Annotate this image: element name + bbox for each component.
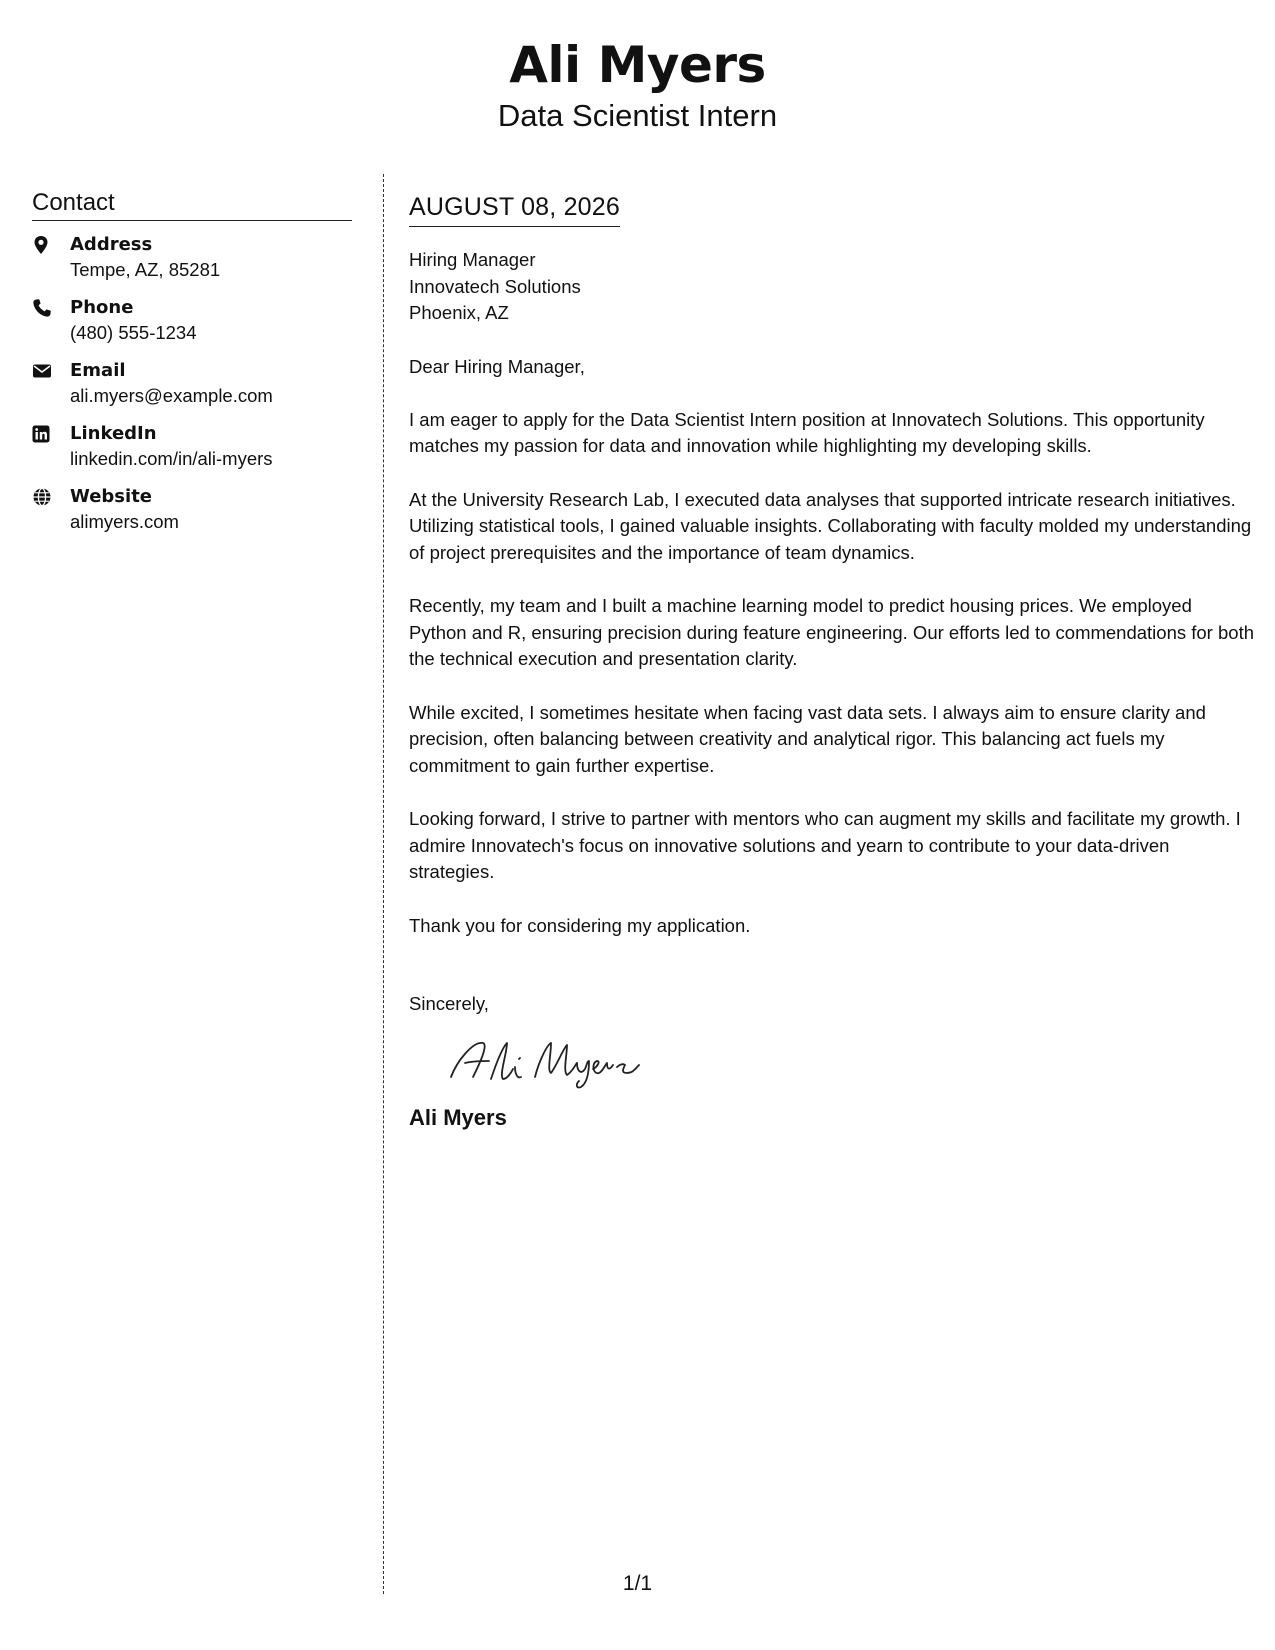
recipient-line: Phoenix, AZ (409, 302, 509, 323)
body-paragraph: Thank you for considering my application. (409, 914, 751, 936)
address-value: Tempe, AZ, 85281 (70, 259, 221, 280)
email-value: ali.myers@example.com (70, 385, 273, 406)
signer-name: Ali Myers (409, 1105, 507, 1130)
phone-icon (32, 296, 70, 320)
contact-label: Website (70, 486, 153, 507)
recipient-line: Innovatech Solutions (409, 275, 581, 297)
applicant-name: Ali Myers (509, 36, 766, 94)
contact-item-email (32, 359, 352, 422)
body-paragraph: I am eager to apply for the Data Scientist Intern position at Innovatech Solutions. This opportunity matches my passion for data and innovation while highlighting my developing skills. (409, 408, 1205, 456)
map-pin-icon (32, 233, 70, 257)
contact-item-website (32, 485, 352, 548)
phone-value: (480) 555-1234 (70, 322, 197, 343)
contact-list (32, 233, 352, 548)
closing: Sincerely, (409, 993, 489, 1014)
letter-header (0, 34, 1275, 136)
body-paragraph: Looking forward, I strive to partner with mentors who can augment my skills and facilitate my growth. I admire Innovatech's focus on innovative solutions and yearn to contribute to your data-driven strategies. (409, 808, 1241, 882)
column-divider (383, 174, 384, 1594)
linkedin-value: linkedin.com/in/ali-myers (70, 448, 273, 469)
sidebar (32, 188, 352, 548)
contact-item-phone (32, 296, 352, 359)
salutation: Dear Hiring Manager, (409, 355, 585, 377)
body-paragraph: At the University Research Lab, I executed data analyses that supported intricate research initiatives. Utilizing statistical tools, I gained valuable insights. Collaborating with faculty molded my understanding of project prerequisites and the importance of team dynamics. (409, 488, 1252, 563)
letter-paragraphs (409, 407, 1254, 940)
envelope-icon (32, 359, 70, 383)
page-number: 1/1 (622, 1572, 653, 1595)
contact-heading: Contact (32, 188, 352, 221)
body-paragraph: Recently, my team and I built a machine learning model to predict housing prices. We employed Python and R, ensuring precision during feature engineering. Our efforts led to commendations for both the technical execution and presentation clarity. (409, 595, 1254, 669)
website-value: alimyers.com (70, 511, 179, 532)
letter-date: AUGUST 08, 2026 (409, 190, 620, 227)
contact-item-linkedin (32, 422, 352, 485)
body-paragraph: While excited, I sometimes hesitate when facing vast data sets. I always aim to ensure clarity and precision, often balancing between creativity and analytical rigor. This balancing act fuels my commitment to gain further expertise. (409, 701, 1206, 776)
recipient-block (409, 247, 1254, 327)
handwritten-signature (447, 1031, 1254, 1091)
contact-label: Address (70, 234, 153, 255)
linkedin-icon (32, 422, 70, 446)
letter-body (409, 190, 1254, 1133)
contact-label: Email (70, 360, 126, 381)
contact-item-address (32, 233, 352, 296)
globe-icon (32, 485, 70, 509)
applicant-role: Data Scientist Intern (497, 98, 778, 133)
recipient-line: Hiring Manager (409, 249, 536, 270)
contact-label: LinkedIn (70, 423, 157, 444)
contact-label: Phone (70, 297, 134, 318)
